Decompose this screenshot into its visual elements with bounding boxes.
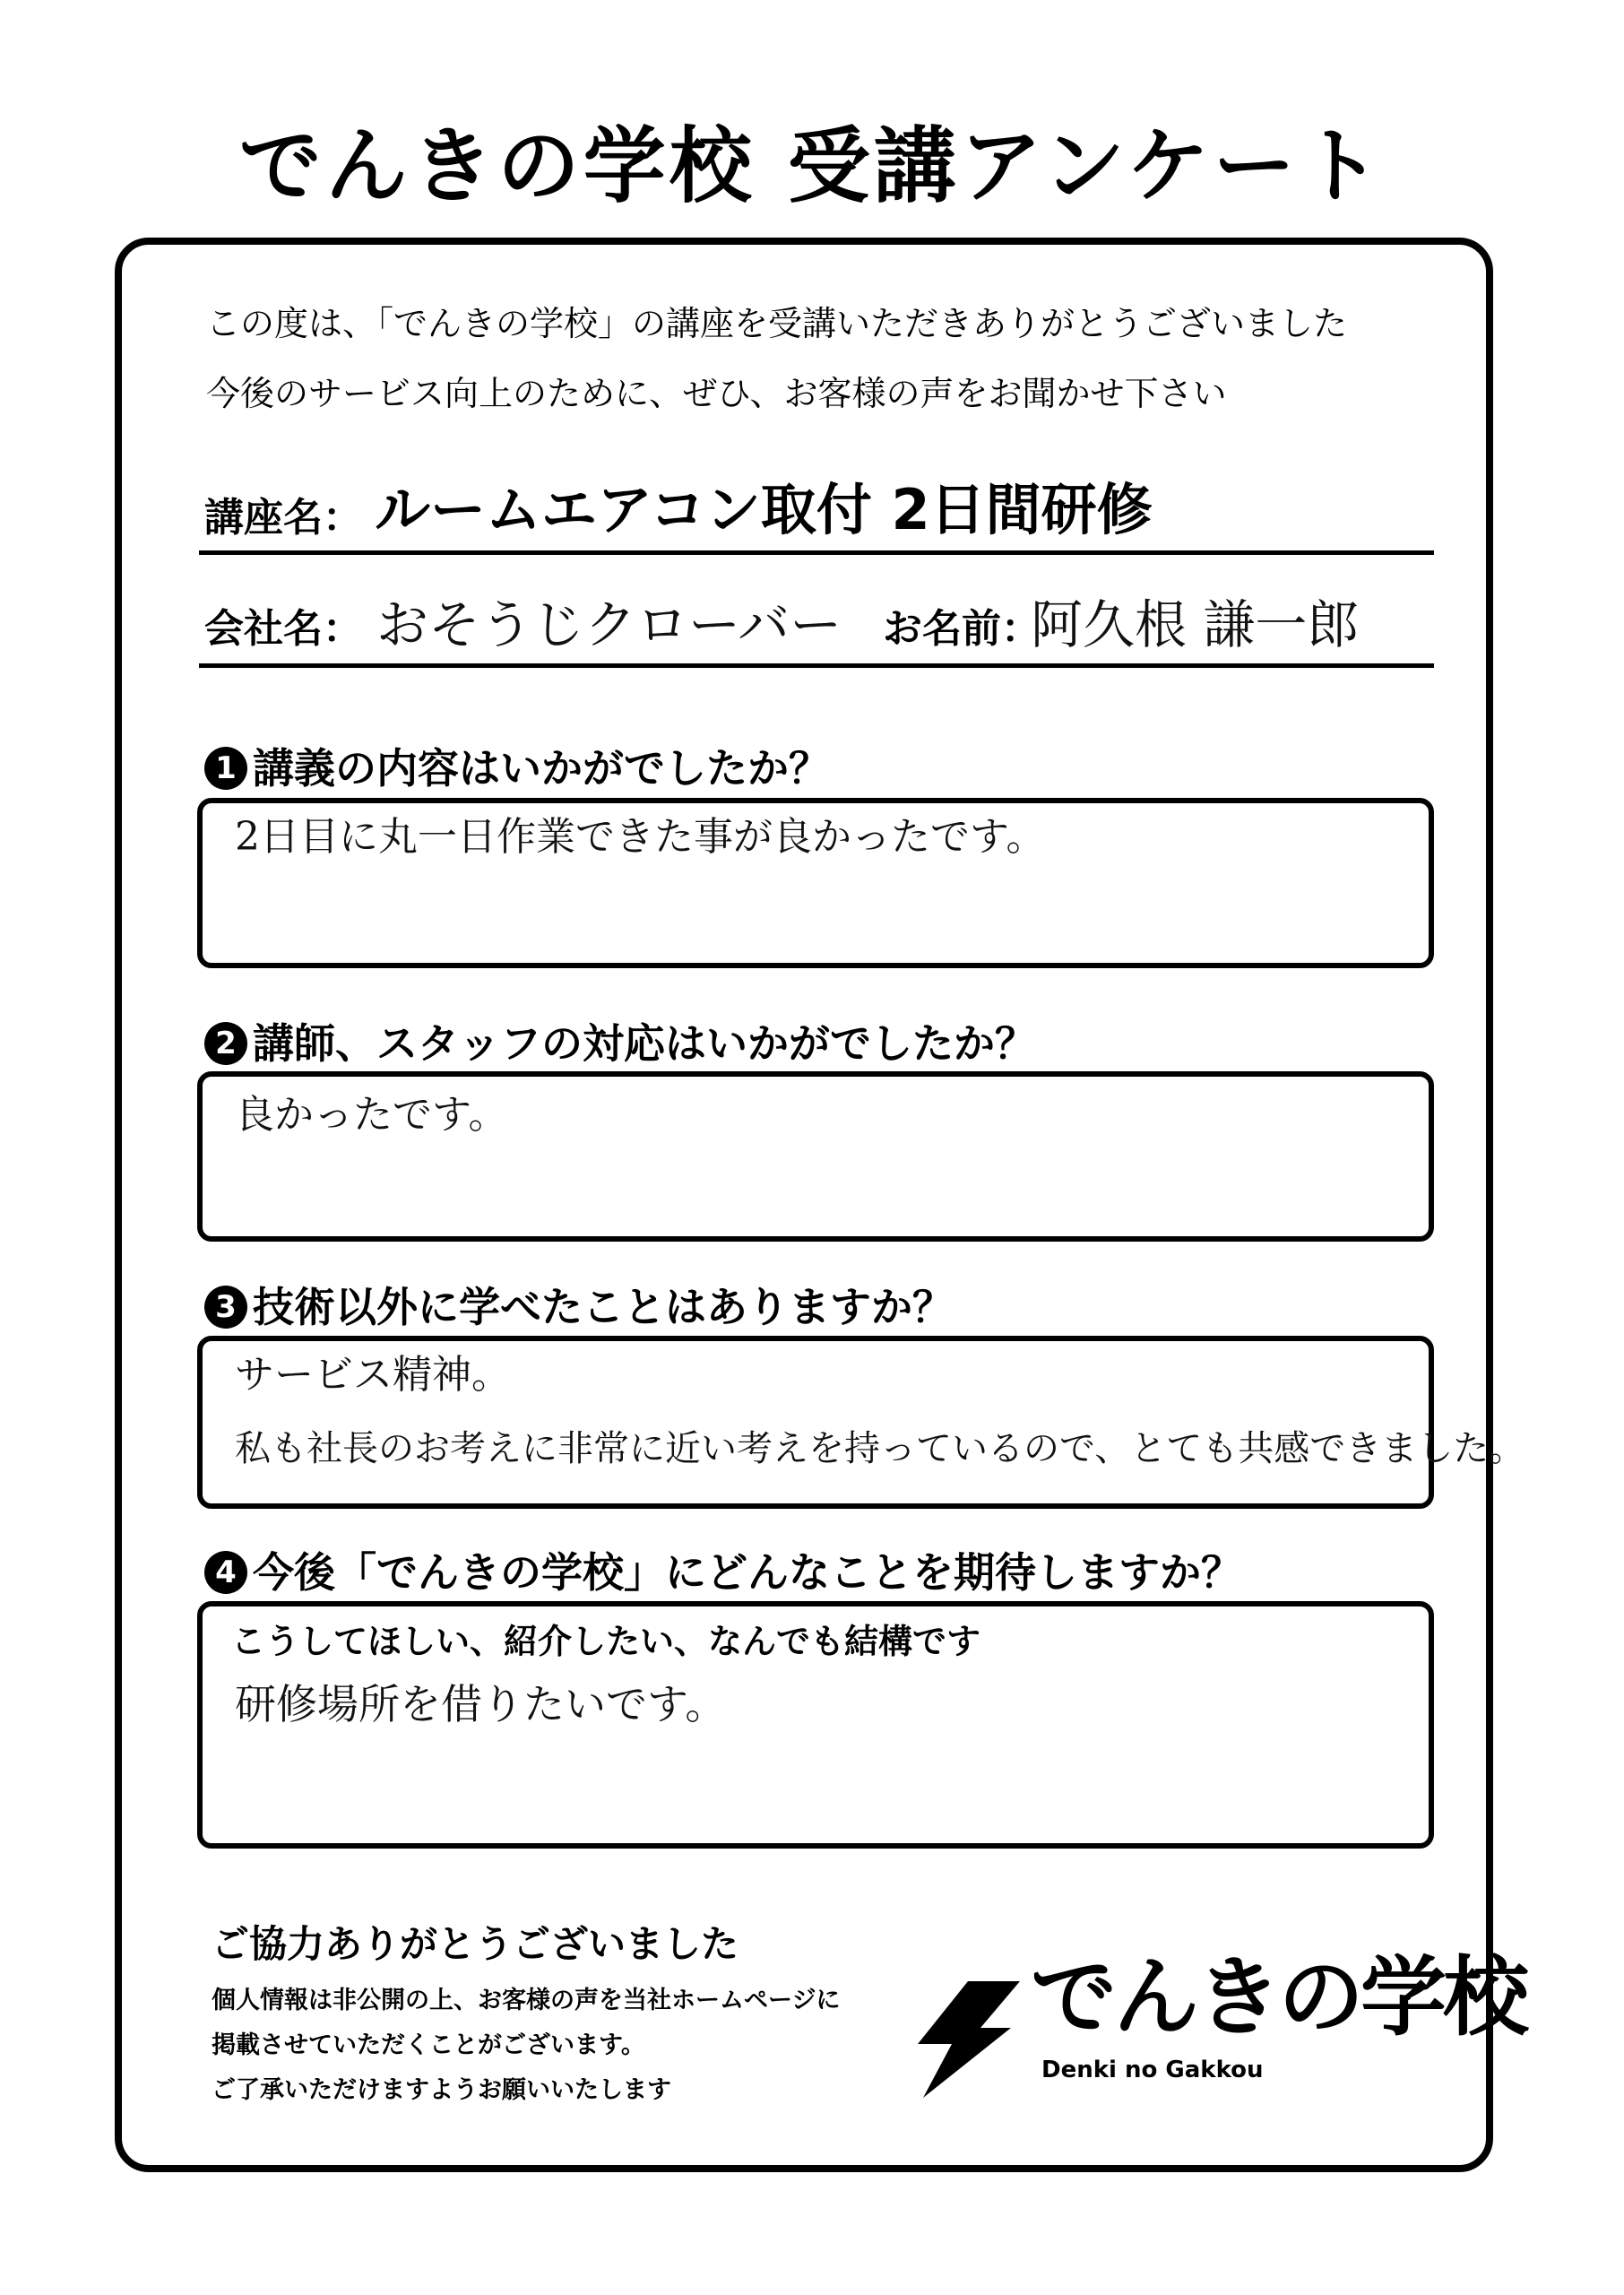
thanks-message: ご協力ありがとうございました bbox=[212, 1922, 739, 1966]
question-4-number: 4 bbox=[204, 1551, 247, 1594]
question-2-text: 講師、スタッフの対応はいかがでしたか？ bbox=[253, 1019, 1036, 1068]
name-label: お名前： bbox=[883, 606, 1041, 652]
intro-line-1: この度は、「でんきの学校」の講座を受講いただきありがとうございました bbox=[206, 304, 1348, 343]
answer-4-hint: こうしてほしい、紹介したい、なんでも結構です bbox=[231, 1622, 981, 1661]
question-3-number: 3 bbox=[204, 1286, 247, 1329]
name-value[interactable]: 阿久根 謙一郎 bbox=[1031, 594, 1360, 655]
question-1-title bbox=[204, 744, 830, 792]
logo-subtext: Denki no Gakkou bbox=[1041, 2057, 1264, 2083]
company-value[interactable]: おそうじクローバー bbox=[376, 594, 842, 655]
privacy-notice-line-2: 掲載させていただくことがございます。 bbox=[212, 2031, 645, 2059]
question-3-text: 技術以外に学べたことはありますか？ bbox=[253, 1283, 954, 1331]
answer-3-text-line-1: サービス精神。 bbox=[235, 1352, 511, 1398]
question-1-text: 講義の内容はいかがでしたか？ bbox=[253, 744, 830, 792]
school-logo bbox=[896, 1947, 1525, 2107]
course-underline bbox=[199, 550, 1434, 555]
intro-line-2: 今後のサービス向上のために、ぜひ、お客様の声をお聞かせ下さい bbox=[206, 374, 1227, 413]
question-2-title bbox=[204, 1019, 1036, 1068]
answer-4-text: 研修場所を借りたいです。 bbox=[235, 1680, 727, 1728]
question-2-number: 2 bbox=[204, 1022, 247, 1065]
course-label: 講座名： bbox=[204, 495, 362, 541]
answer-1-text: 2日目に丸一日作業できた事が良かったです。 bbox=[235, 814, 1046, 860]
answer-2-text: 良かったです。 bbox=[235, 1092, 508, 1138]
question-1-number: 1 bbox=[204, 747, 247, 790]
lightning-bolt-icon bbox=[905, 1981, 1031, 2098]
question-3-title bbox=[204, 1283, 954, 1331]
answer-3-text-line-2: 私も社長のお考えに非常に近い考えを持っているので、とても共感できました。 bbox=[235, 1428, 1525, 1469]
privacy-notice-line-1: 個人情報は非公開の上、お客様の声を当社ホームページに bbox=[212, 1987, 841, 2014]
privacy-notice-line-3: ご了承いただけますようお願いいたします bbox=[212, 2076, 671, 2104]
page-title: でんきの学校 受講アンケート bbox=[238, 118, 1386, 214]
company-name-underline bbox=[199, 663, 1434, 668]
question-4-text: 今後「でんきの学校」にどんなことを期待しますか？ bbox=[253, 1548, 1242, 1597]
course-name: ルームエアコン取付 2日間研修 bbox=[375, 477, 1153, 542]
company-label: 会社名： bbox=[204, 606, 362, 652]
question-4-title bbox=[204, 1548, 1242, 1597]
logo-text: でんきの学校 bbox=[1031, 1947, 1525, 2048]
